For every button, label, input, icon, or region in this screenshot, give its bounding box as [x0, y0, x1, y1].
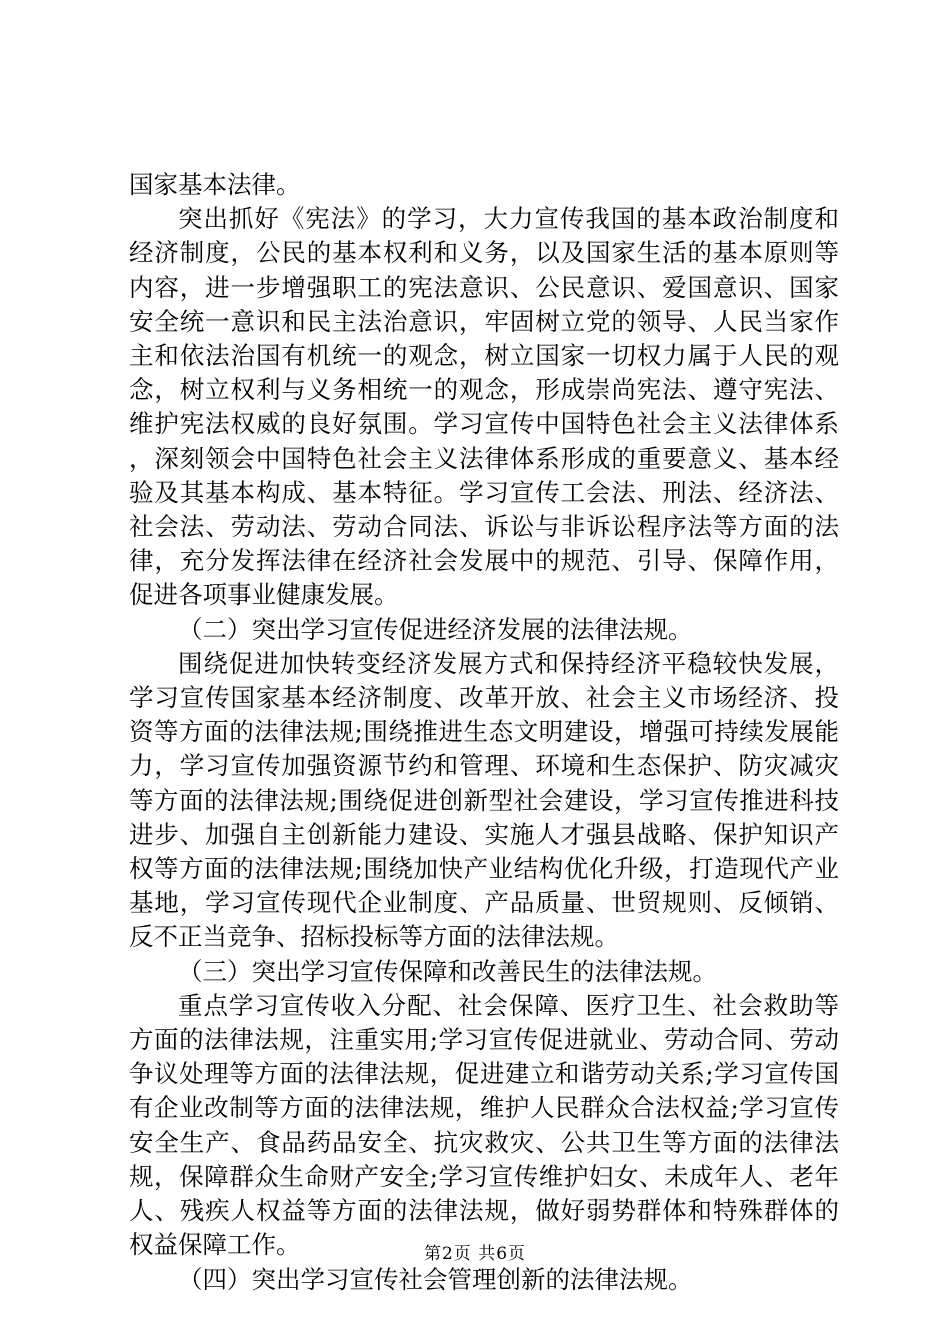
section-heading-economic-development: （二）突出学习宣传促进经济发展的法律法规。 [178, 614, 693, 644]
paragraph-constitution-study: 突出抓好《宪法》的学习，大力宣传我国的基本政治制度和经济制度，公民的基本权利和义务，以及国家生活的基本原则等内容，进一步增强职工的宪法意识、公民意识、爱国意识、国家安全统一意识和民主法治意识，牢固树立党的领导、人民当家作主和依法治国有机统一的观念，树立国家一切权力属于人民的观念，树立权利与义务相统一的观念，形成崇尚宪法、遵守宪法、维护宪法权威的良好氛围。学习宣传中国特色社会主义法律体系，深刻领会中国特色社会主义法律体系形成的重要意义、基本经验及其基本构成、基本特征。学习宣传工会法、刑法、经济法、社会法、劳动法、劳动合同法、诉讼与非诉讼程序法等方面的法律，充分发挥法律在经济社会发展中的规范、引导、保障作用，促进各项事业健康发展。 [129, 204, 839, 610]
paragraph-livelihood: 重点学习宣传收入分配、社会保障、医疗卫生、社会救助等方面的法律法规，注重实用;学习宣传促进就业、劳动合同、劳动争议处理等方面的法律法规，促进建立和谐劳动关系;学习宣传国有企业改制等方面的法律法规，维护人民群众合法权益;学习宣传安全生产、食品药品安全、抗灾救灾、公共卫生等方面的法律法规，保障群众生命财产安全;学习宣传维护妇女、未成年人、老年人、残疾人权益等方面的法律法规，做好弱势群体和特殊群体的权益保障工作。 [129, 990, 839, 1260]
paragraph-continuation: 国家基本法律。 [129, 170, 301, 199]
page-footer [0, 1243, 950, 1265]
document-body [129, 168, 839, 1297]
section-heading-livelihood: （三）突出学习宣传保障和改善民生的法律法规。 [178, 956, 717, 986]
page-number-label: 第2页 共6页 [423, 1244, 527, 1264]
paragraph-economic-development: 围绕促进加快转变经济发展方式和保持经济平稳较快发展，学习宣传国家基本经济制度、改革开放、社会主义市场经济、投资等方面的法律法规;围绕推进生态文明建设，增强可持续发展能力，学习宣传加强资源节约和管理、环境和生态保护、防灾减灾等方面的法律法规;围绕促进创新型社会建设，学习宣传推进科技进步、加强自主创新能力建设、实施人才强县战略、保护知识产权等方面的法律法规;围绕加快产业结构优化升级，打造现代产业基地，学习宣传现代企业制度、产品质量、世贸规则、反倾销、反不正当竞争、招标投标等方面的法律法规。 [129, 648, 839, 952]
section-heading-social-management: （四）突出学习宣传社会管理创新的法律法规。 [178, 1264, 693, 1294]
